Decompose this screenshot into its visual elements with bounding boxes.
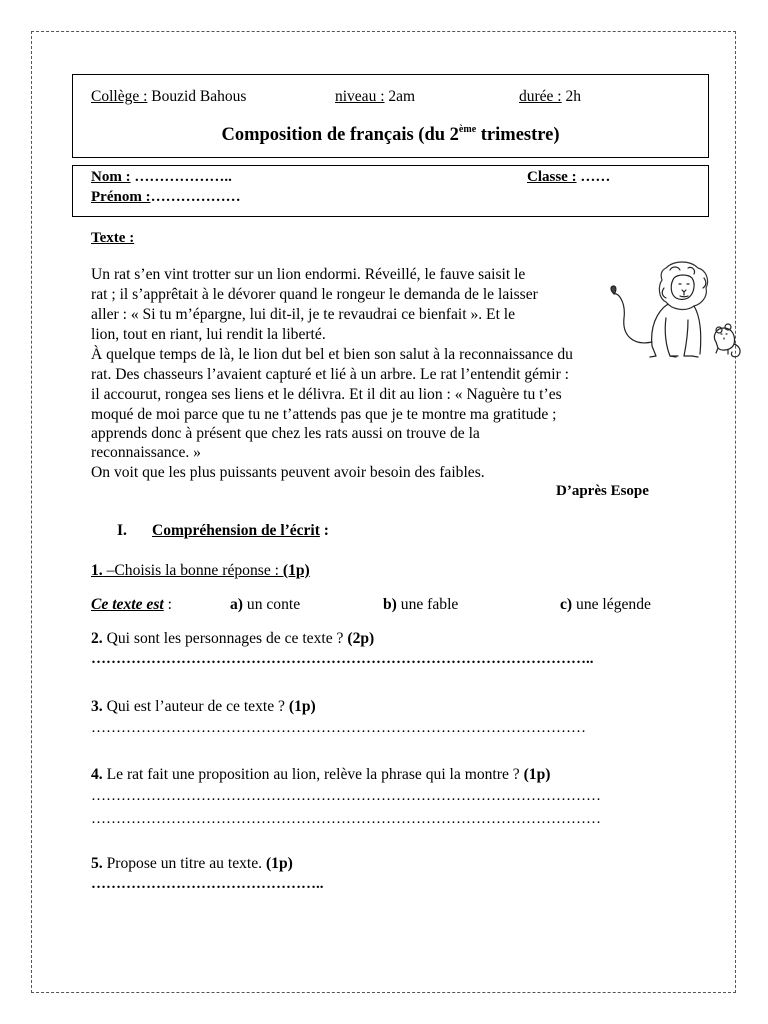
duree-field	[519, 88, 581, 106]
classe-field[interactable]: Classe : ……	[527, 169, 611, 185]
question-2: 2. Qui sont les personnages de ce texte ? (2p)	[91, 630, 375, 647]
text-line: lion, tout en riant, lui rendit la liberté.	[91, 326, 326, 343]
answer-line-q4-1[interactable]: …………………………………………………………………………………………	[91, 788, 601, 804]
text-author: D’après Esope	[556, 483, 649, 499]
text-line: aller : « Si tu m’épargne, lui dit-il, je te revaudrai ce bienfait ». Et le	[91, 306, 516, 323]
duree-value: 2h	[561, 88, 581, 105]
text-line: rat. Des chasseurs l’avaient capturé et lié à un arbre. Le rat l’entendit gémir :	[91, 366, 569, 383]
text-line: moqué de moi parce que tu ne t’attends pas que je te montre ma gratitude ;	[91, 406, 557, 423]
text-line: il accourut, rongea ses liens et le délivra. Et il dit au lion : « Naguère tu t’es	[91, 386, 562, 403]
section-number: I.	[117, 522, 127, 539]
section-title: Compréhension de l’écrit :	[152, 522, 329, 539]
option-b[interactable]: b) une fable	[383, 596, 459, 613]
college-field	[91, 88, 246, 106]
duree-label: durée :	[519, 88, 562, 105]
niveau-field	[335, 88, 415, 106]
niveau-value: 2am	[384, 88, 416, 105]
option-a[interactable]: a) un conte	[230, 596, 301, 613]
question-1: 1. –Choisis la bonne réponse : (1p)	[91, 562, 310, 579]
text-line: reconnaissance. »	[91, 444, 201, 461]
text-line: Un rat s’en vint trotter sur un lion endormi. Réveillé, le fauve saisit le	[91, 266, 526, 283]
text-heading: Texte :	[91, 230, 135, 246]
nom-field[interactable]: Nom : ………………..	[91, 169, 232, 185]
answer-line-q5[interactable]: ………………………………………..	[91, 876, 324, 892]
text-line: À quelque temps de là, le lion dut bel et bien son salut à la reconnaissance du	[91, 346, 573, 363]
text-line: rat ; il s’apprêtait à le dévorer quand le rongeur le demanda de le laisser	[91, 286, 538, 303]
page-title: Composition de français (du 2ème trimestre)	[221, 124, 560, 146]
header-box	[72, 74, 709, 158]
text-line: On voit que les plus puissants peuvent avoir besoin des faibles.	[91, 464, 485, 481]
answer-line-q4-2[interactable]: …………………………………………………………………………………………	[91, 811, 601, 827]
question-3: 3. Qui est l’auteur de ce texte ? (1p)	[91, 698, 316, 715]
college-value: Bouzid Bahous	[147, 88, 247, 105]
prenom-field[interactable]: Prénom :………………	[91, 189, 241, 205]
college-label: Collège :	[91, 88, 148, 105]
question-1-stem: Ce texte est :	[91, 596, 172, 613]
answer-line-q3[interactable]: ………………………………………………………………………………………	[91, 720, 586, 736]
niveau-label: niveau :	[335, 88, 385, 105]
option-c[interactable]: c) une légende	[560, 596, 651, 613]
question-5: 5. Propose un titre au texte. (1p)	[91, 855, 293, 872]
student-info-box	[72, 165, 709, 217]
answer-line-q2[interactable]: ………………………………………………………………………………………..	[91, 651, 594, 667]
text-line: apprends donc à présent que chez les rats aussi on trouve de la	[91, 425, 480, 442]
question-4: 4. Le rat fait une proposition au lion, relève la phrase qui la montre ? (1p)	[91, 766, 551, 783]
lion-and-mouse-illustration	[604, 258, 746, 364]
